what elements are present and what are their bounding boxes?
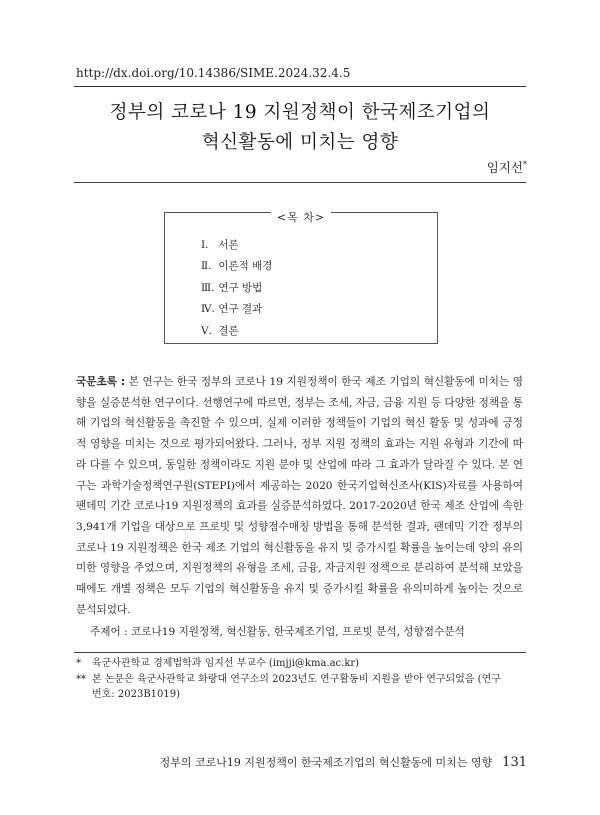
toc-item-label: 연구 방법 xyxy=(218,281,263,294)
table-of-contents xyxy=(164,212,438,344)
toc-heading: <목 차> xyxy=(271,211,331,224)
keywords-text: 코로나19 지원정책, 혁신활동, 한국제조기업, 프로빗 분석, 성향점수분석 xyxy=(131,626,465,638)
toc-item xyxy=(201,299,272,320)
paper-title-line-1: 정부의 코로나 19 지원정책이 한국제조기업의 xyxy=(109,102,491,123)
toc-item-number: Ⅲ. xyxy=(201,281,215,294)
header-rule xyxy=(74,86,526,87)
running-footer-title: 정부의 코로나19 지원정책이 한국제조기업의 혁신활동에 미치는 영향 xyxy=(159,756,493,769)
toc-item xyxy=(201,278,272,299)
toc-item-label: 연구 결과 xyxy=(218,303,263,316)
page-number: 131 xyxy=(502,755,527,770)
doi-link[interactable]: http://dx.doi.org/10.14386/SIME.2024.32.4.5 xyxy=(76,66,351,80)
author-name: 임지선 xyxy=(486,160,523,175)
keywords-label: 주제어 : xyxy=(90,626,128,638)
toc-item xyxy=(201,235,272,256)
toc-item-label: 이론적 배경 xyxy=(218,260,273,273)
toc-item xyxy=(201,256,272,277)
toc-item-number: Ⅳ. xyxy=(201,303,215,316)
footnote-funding xyxy=(76,672,528,702)
toc-item-number: Ⅰ. xyxy=(201,239,209,251)
footnote-author xyxy=(76,656,528,671)
abstract-text: 본 연구는 한국 정부의 코로나 19 지원정책이 한국 제조 기업의 혁신활동에 미치는 영향을 실증분석한 연구이다. 선행연구에 따르면, 정부는 조세, 자금, 금융 지원 등 다양한 정책을 통해 기업의 혁신활동을 촉진할 수 있으며, 실제 이러한 정책들이 기업의 혁신 활동 및 성과에 긍정적 영향을 미치는 것으로 평가되어왔다. 그러나, 정부 지원 정책의 효과는 지원 유형과 기간에 따라 다를 수 있으며, 동일한 정책이라도 지원 분야 및 산업에 따라 그 효과가 달라질 수 있다. 본 연구는 과학기술정책연구원(STEPI)에서 제공하는 2020 한국기업혁신조사(KIS)자료를 사용하여 팬데믹 기간 코로나19 지원정책의 효과를 실증분석하였다. 2017-2020년 한국 제조 산업에 속한 3,941개 기업을 대상으로 프로빗 및 성향점수매칭 방법을 통해 분석한 결과, 팬데믹 기간 정부의 코로나 19 지원정책은 한국 제조 기업의 혁신활동을 유지 및 증가시킬 확률을 높이는데 양의 유의미한 영향을 주었으며, 지원정책의 유형을 조세, 금융, 자금지원 정책으로 분리하여 분석해 보았을 때에도 개별 정책은 모두 기업의 혁신활동을 유지 및 증가시킬 확률을 유의미하게 높이는 것으로 분석되었다. xyxy=(76,376,523,616)
korean-abstract xyxy=(76,372,523,620)
toc-list xyxy=(201,235,272,342)
toc-item-number: Ⅴ. xyxy=(201,324,212,337)
footnote-mark: ** xyxy=(76,674,86,685)
footnote-text-continued: 번호: 2023B1019) xyxy=(92,689,181,700)
author xyxy=(487,158,527,176)
toc-item-label: 결론 xyxy=(218,324,239,337)
toc-item-label: 서론 xyxy=(218,239,239,251)
author-rule xyxy=(74,182,526,183)
keywords xyxy=(90,624,530,639)
abstract-label: 국문초록 : xyxy=(76,376,126,388)
running-footer xyxy=(160,754,527,770)
toc-item xyxy=(201,321,272,342)
author-footnote-mark: * xyxy=(523,159,527,169)
toc-item-number: Ⅱ. xyxy=(201,260,212,273)
footnote-mark: * xyxy=(76,658,81,669)
footnote-text: 본 논문은 육군사관학교 화랑대 연구소의 2023년도 연구활동비 지원을 받아 연구되었음 (연구 xyxy=(92,674,501,685)
footnote-text: 육군사관학교 경제법학과 임지선 부교수 (imjji@kma.ac.kr) xyxy=(92,658,360,669)
footnote-rule xyxy=(74,652,526,653)
toc-heading-wrap xyxy=(165,206,437,225)
paper-title-line-2: 혁신활동에 미치는 영향 xyxy=(201,132,399,153)
